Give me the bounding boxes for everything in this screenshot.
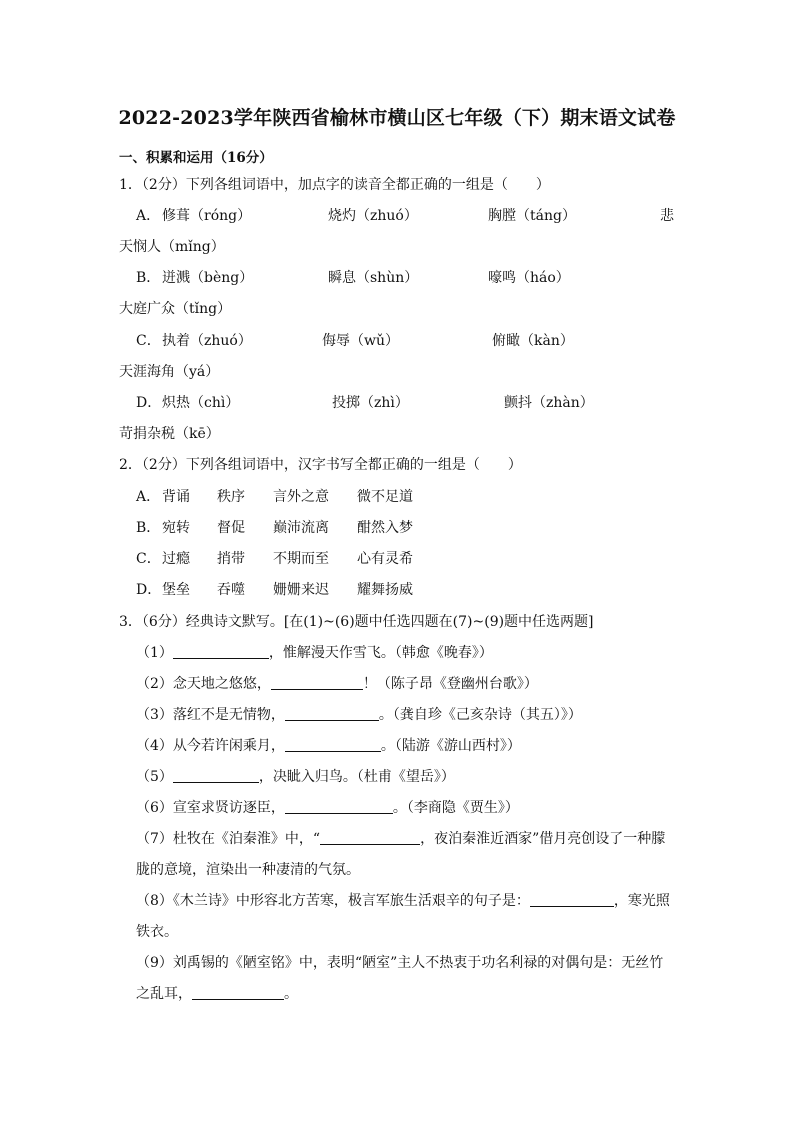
q3-item-9-number: （9） [136,955,173,971]
q1-option-d-label: D． [136,395,162,411]
q3-item-6-text: 宣室求贤访逐臣， [172,800,285,816]
q2-option-c-word4: 心有灵希 [357,551,413,567]
q3-item-7-blank[interactable] [320,830,420,845]
q2-option-c-word1: 过瘾 [162,551,190,567]
q3-item-5-text: ，决眦入归鸟。（杜甫《望岳》） [258,769,455,785]
q3-item-6-blank[interactable] [285,799,393,814]
q3-item-2-number: （2） [136,676,173,692]
q2-option-b-word4: 酣然入梦 [357,520,413,536]
q1-option-b-label: B． [136,270,161,286]
q3-item-8-text-cont: ，寒光照 [613,893,670,909]
q3-item-1 [136,644,493,662]
q1-option-a-word2: 烧灼（zhuó） [328,208,418,224]
q3-item-8-line2: 铁衣。 [136,924,178,940]
q3-item-4-blank[interactable] [285,737,381,752]
q3-item-7-text-cont: ，夜泊秦淮近酒家”借月亮创设了一种朦 [420,831,666,847]
q3-item-6-source: 。（李商隐《贾生》） [392,800,519,816]
q1-option-c-label: C． [136,333,161,349]
section-heading: 一、积累和运用（16分） [119,150,273,166]
q2-option-d-word2: 吞噬 [217,582,245,598]
q2-option-d-word4: 耀舞扬威 [357,582,413,598]
q3-item-7 [136,830,665,848]
q1-option-d-word1: 炽热（chì） [162,395,240,411]
q2-option-d-word3: 姗姗来迟 [273,582,329,598]
q3-item-7-number: （7） [136,831,173,847]
q2-option-a-word3: 言外之意 [273,489,329,505]
q3-item-2 [136,675,538,693]
question-1-stem: 1．（2分）下列各组词语中，加点字的读音全都正确的一组是（ ） [119,177,550,193]
q1-option-a-word1: 修葺（róng） [162,208,252,224]
q3-item-8-blank[interactable] [530,892,614,907]
q1-option-c-word3: 俯瞰（kàn） [492,333,574,349]
q1-option-c-word4: 天涯海角（yá） [119,364,220,380]
q3-item-5-blank[interactable] [173,768,259,783]
q1-option-a-label: A． [136,208,161,224]
q3-item-2-source: ！（陈子昂《登幽州台歌》） [362,676,538,692]
q2-option-d-word1: 堡垒 [162,582,190,598]
q2-option-c-label: C． [136,551,161,567]
q2-option-a-label: A． [136,489,161,505]
q3-item-1-blank[interactable] [173,644,269,659]
q3-item-8 [136,892,670,910]
q2-option-c-word2: 捎带 [217,551,245,567]
q1-option-d-word2: 投掷（zhì） [332,395,409,411]
q3-item-3-number: （3） [136,707,173,723]
q3-item-1-number: （1） [136,645,173,661]
q3-item-1-text: ，惟解漫天作雪飞。（韩愈《晚春》） [268,645,493,661]
q1-option-a-word3: 胸膛（táng） [488,208,576,224]
q2-option-a-word2: 秩序 [217,489,245,505]
q1-option-a-word4-part2: 天悯人（mǐng） [119,239,225,255]
q2-option-b-word3: 巅沛流离 [273,520,329,536]
q1-option-b-word3: 嚎鸣（háo） [488,270,570,286]
q3-item-4-number: （4） [136,738,173,754]
q1-option-d-word3: 颤抖（zhàn） [504,395,594,411]
q3-item-2-blank[interactable] [271,675,363,690]
q3-item-6-number: （6） [136,800,173,816]
q1-option-a-word4-part1: 悲 [660,208,674,224]
question-3-stem: 3．（6分）经典诗文默写。[在(1)~(6)题中任选四题在(7)~(9)题中任选两题] [119,614,594,630]
q2-option-a-word1: 背诵 [162,489,190,505]
q3-item-9-end: 。 [284,986,298,1002]
q2-option-c-word3: 不期而至 [273,551,329,567]
q3-item-7-text: 杜牧在《泊秦淮》中，“ [172,831,321,847]
q3-item-3 [136,706,582,724]
q3-item-9-text: 刘禹锡的《陋室铭》中，表明“陋室”主人不热衷于功名利禄的对偶句是：无丝竹 [172,955,664,971]
q2-option-b-label: B． [136,520,161,536]
q1-option-d-word4: 苛捐杂税（kē） [119,426,220,442]
q3-item-5 [136,768,455,786]
q3-item-9-text-cont: 之乱耳， [136,986,192,1002]
q3-item-3-text: 落红不是无情物， [172,707,285,723]
q3-item-4-source: 。（陆游《游山西村》） [380,738,521,754]
page-title: 2022-2023学年陕西省榆林市横山区七年级（下）期末语文试卷 [118,107,676,129]
q3-item-4-text: 从今若许闲乘月， [172,738,285,754]
q3-item-9 [136,954,663,972]
q3-item-6 [136,799,519,817]
q3-item-3-source: 。（龚自珍《己亥杂诗（其五）》） [378,707,582,723]
q1-option-b-word1: 迸溅（bèng） [162,270,254,286]
q1-option-b-word2: 瞬息（shùn） [328,270,419,286]
q3-item-5-number: （5） [136,769,173,785]
q2-option-b-word1: 宛转 [162,520,190,536]
q3-item-8-number: （8） [136,893,173,909]
q3-item-4 [136,737,521,755]
q3-item-8-text: 《木兰诗》中形容北方苦寒，极言军旅生活艰辛的句子是： [172,893,530,909]
q2-option-a-word4: 微不足道 [357,489,413,505]
q3-item-9-blank[interactable] [192,985,284,1000]
q1-option-c-word1: 执着（zhuó） [162,333,252,349]
question-2-stem: 2．（2分）下列各组词语中，汉字书写全都正确的一组是（ ） [119,457,522,473]
q1-option-b-word4: 大庭广众（tǐng） [119,301,232,317]
q3-item-9-line2 [136,985,298,1003]
q3-item-2-text: 念天地之悠悠， [172,676,271,692]
q3-item-3-blank[interactable] [285,706,379,721]
q2-option-d-label: D． [136,582,162,598]
q3-item-7-line2: 胧的意境，渲染出一种凄清的气氛。 [136,862,360,878]
q2-option-b-word2: 督促 [217,520,245,536]
q1-option-c-word2: 侮辱（wǔ） [322,333,399,349]
